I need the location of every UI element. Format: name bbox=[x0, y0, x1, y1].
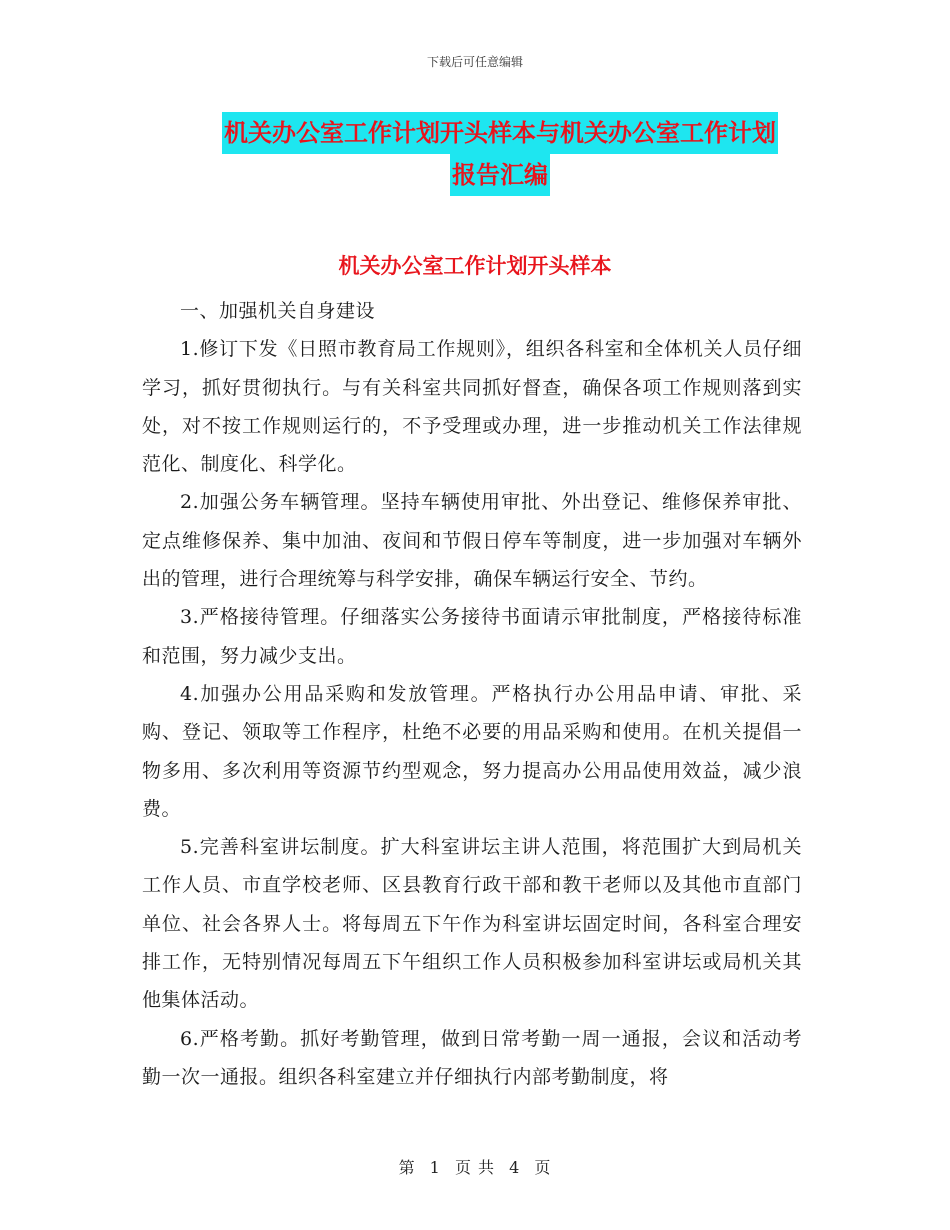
title-line-1: 机关办公室工作计划开头样本与机关办公室工作计划 bbox=[222, 112, 778, 154]
page-total: 4 bbox=[509, 1158, 521, 1177]
paragraph-item-4: 4.加强办公用品采购和发放管理。严格执行办公用品申请、审批、采购、登记、领取等工作程序，杜绝不必要的用品采购和使用。在机关提倡一物多用、多次利用等资源节约型观念，努力提高办公用品使用效益，减少浪费。 bbox=[142, 682, 802, 820]
document-title bbox=[190, 112, 810, 196]
page-number: 1 bbox=[429, 1158, 441, 1177]
paragraph-item-5: 5.完善科室讲坛制度。扩大科室讲坛主讲人范围，将范围扩大到局机关工作人员、市直学校老师、区县教育行政干部和教干老师以及其他市直部门单位、社会各界人士。将每周五下午作为科室讲坛固定时间，各科室合理安排工作，无特别情况每周五下午组织工作人员积极参加科室讲坛或局机关其他集体活动。 bbox=[142, 836, 802, 1012]
page-header-note: 下载后可任意编辑 bbox=[426, 55, 523, 69]
footer-mid: 页 共 bbox=[454, 1158, 496, 1177]
footer-suffix: 页 bbox=[534, 1158, 552, 1177]
section-heading: 机关办公室工作计划开头样本 bbox=[338, 254, 612, 278]
title-line-2: 报告汇编 bbox=[450, 154, 550, 196]
paragraph-item-6: 6.严格考勤。抓好考勤管理，做到日常考勤一周一通报，会议和活动考勤一次一通报。组织各科室建立并仔细执行内部考勤制度，将 bbox=[142, 1027, 802, 1088]
paragraph-item-2: 2.加强公务车辆管理。坚持车辆使用审批、外出登记、维修保养审批、定点维修保养、集中加油、夜间和节假日停车等制度，进一步加强对车辆外出的管理，进行合理统筹与科学安排，确保车辆运行安全、节约。 bbox=[142, 491, 802, 591]
paragraph-item-3: 3.严格接待管理。仔细落实公务接待书面请示审批制度，严格接待标准和范围，努力减少支出。 bbox=[142, 606, 802, 667]
document-body bbox=[142, 292, 802, 1096]
page-footer bbox=[0, 1155, 950, 1178]
footer-prefix: 第 bbox=[398, 1158, 416, 1177]
paragraph-item-1: 1.修订下发《日照市教育局工作规则》，组织各科室和全体机关人员仔细学习，抓好贯彻执行。与有关科室共同抓好督查，确保各项工作规则落到实处，对不按工作规则运行的，不予受理或办理，进一步推动机关工作法律规范化、制度化、科学化。 bbox=[142, 338, 802, 476]
paragraph-section-1: 一、加强机关自身建设 bbox=[180, 300, 376, 322]
